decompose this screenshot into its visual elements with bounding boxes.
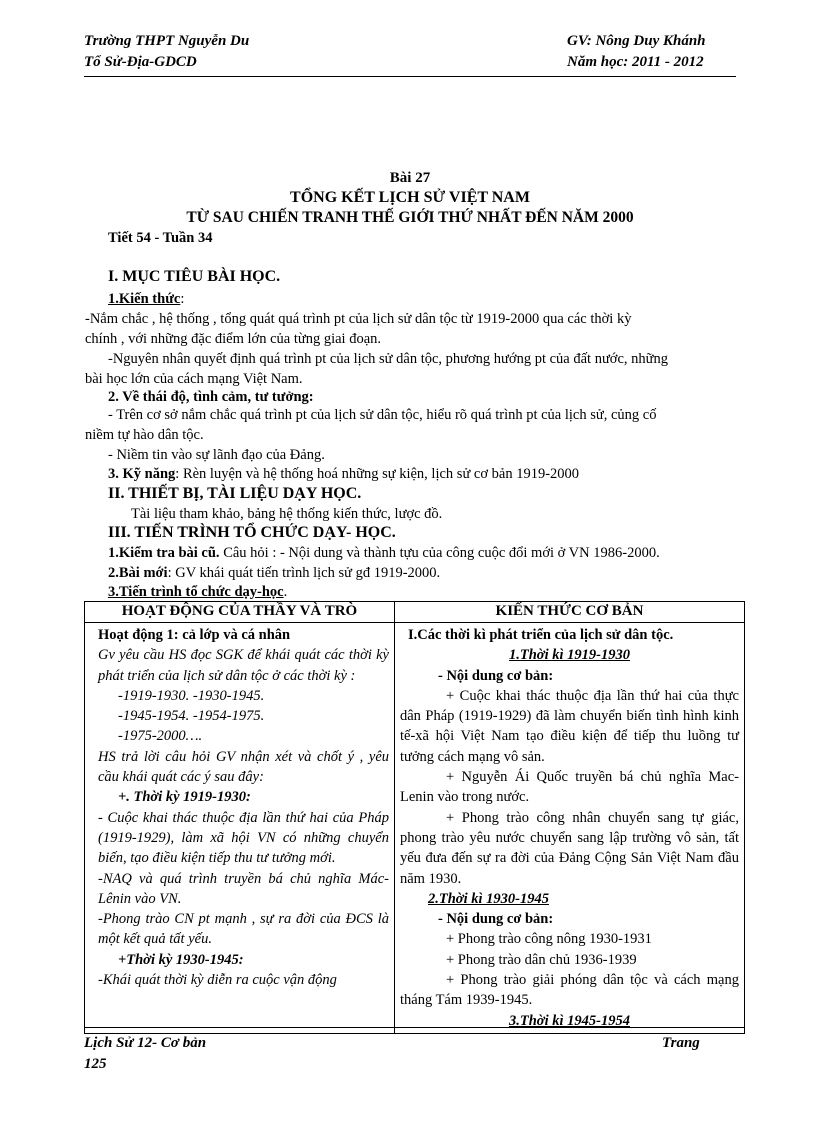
attitude-item-1a: - Trên cơ sở nắm chắc quá trình pt của lịch sử dân tộc, hiểu rõ quá trình pt của lịch sử, củng cố: [108, 407, 657, 423]
activity-heading: Hoạt động 1: cả lớp và cá nhân: [98, 627, 291, 643]
equipment-heading: II. THIẾT BỊ, TÀI LIỆU DẠY HỌC.: [108, 485, 362, 502]
activity-paragraph: - Cuộc khai thác thuộc địa lần thứ hai của Pháp (1919-1929), làm xã hội VN có những chuyển biến, tạo điều kiện tiếp thu tư tưởng mới.: [98, 809, 389, 867]
activity-paragraph: -Khái quát thời kỳ diễn ra cuộc vận động: [98, 972, 337, 989]
process-heading: III. TIẾN TRÌNH TỔ CHỨC DẠY- HỌC.: [108, 524, 396, 541]
activity-list-item: -1919-1930. -1930-1945.: [118, 687, 265, 704]
footer-subject: Lịch Sử 12- Cơ bản: [84, 1035, 207, 1051]
old-lesson-check: 1.Kiểm tra bài cũ. Câu hỏi : - Nội dung và thành tựu của công cuộc đổi mới ở VN 1986-2000.: [108, 545, 660, 561]
activity-paragraph: -NAQ và quá trình truyền bá chủ nghĩa Mác-Lênin vào VN.: [98, 870, 389, 907]
school-name: Trường THPT Nguyễn Du: [84, 33, 250, 49]
activity-paragraph: -Phong trào CN pt mạnh , sự ra đời của ĐCS là một kết quả tất yếu.: [98, 911, 389, 948]
knowledge-point: + Phong trào công nhân chuyển sang tự giác, phong trào yêu nước chuyển sang lập trường vô sản, tất yếu đưa đến sự ra đời của Đảng Cộng Sản Việt Nam đầu năm 1930.: [400, 809, 739, 887]
teaching-process-line: 3.Tiến trình tổ chức dạy-học.: [108, 584, 288, 600]
period-heading: 1.Thời kì 1919-1930: [509, 647, 630, 664]
footer-page-number: 125: [84, 1056, 107, 1072]
content-label: - Nội dung cơ bản:: [438, 667, 554, 684]
content-label: - Nội dung cơ bản:: [438, 911, 554, 928]
lesson-table: [84, 601, 745, 1034]
activity-period-heading: +Thời kỳ 1930-1945:: [118, 951, 244, 968]
activities-cell: [85, 623, 395, 1034]
knowledge-point: + Phong trào công nông 1930-1931: [446, 931, 652, 948]
lesson-title-line1: TỔNG KẾT LỊCH SỬ VIỆT NAM: [290, 189, 530, 206]
period-heading: 2.Thời kì 1930-1945: [428, 890, 549, 907]
knowledge-point: + Phong trào giải phóng dân tộc và cách mạng tháng Tám 1939-1945.: [400, 972, 739, 1009]
table-row: [85, 623, 745, 1034]
knowledge-point: + Phong trào dân chủ 1936-1939: [446, 951, 637, 968]
knowledge-heading: 1.Kiến thức: [108, 291, 181, 307]
teacher-name: GV: Nông Duy Khánh: [567, 33, 706, 49]
objectives-heading: I. MỤC TIÊU BÀI HỌC.: [108, 268, 281, 285]
column-header-activities: HOẠT ĐỘNG CỦA THẦY VÀ TRÒ: [85, 602, 395, 623]
knowledge-cell: [395, 623, 745, 1034]
knowledge-heading-line: 1.Kiến thức:: [108, 291, 185, 307]
knowledge-section-heading: I.Các thời kì phát triển của lịch sử dân tộc.: [408, 627, 674, 643]
activity-paragraph: HS trả lời câu hỏi GV nhận xét và chốt ý , yêu cầu khái quát các ý sau đây:: [98, 748, 389, 786]
period-week: Tiết 54 - Tuần 34: [108, 230, 213, 246]
knowledge-item-1a: -Nắm chắc , hệ thống , tổng quát quá trình pt của lịch sử dân tộc từ 1919-2000 qua các thời kỳ: [85, 311, 632, 327]
footer-divider: [84, 1027, 744, 1028]
attitude-item-1b: niềm tự hào dân tộc.: [85, 427, 204, 443]
footer-page-label: Trang: [662, 1035, 700, 1051]
lesson-number: Bài 27: [389, 170, 431, 186]
table-header-row: [85, 602, 745, 623]
column-header-knowledge: KIẾN THỨC CƠ BẢN: [395, 602, 745, 623]
skills-line: 3. Kỹ năng: Rèn luyện và hệ thống hoá những sự kiện, lịch sử cơ bản 1919-2000: [108, 466, 580, 482]
activity-paragraph: Gv yêu cầu HS đọc SGK để khái quát các thời kỳ phát triển của lịch sử dân tộc ở các thời kỳ :: [98, 647, 389, 684]
knowledge-point: + Nguyễn Ái Quốc truyền bá chủ nghĩa Mac-Lenin vào trong nước.: [400, 769, 739, 806]
knowledge-point: + Cuộc khai thác thuộc địa lần thứ hai của thực dân Pháp (1919-1929) đã làm chuyển biến tình hình kinh tế-xã hội Việt Nam tạo điều kiện để tiếp thu luồng tư tưởng cách mạng vô sản.: [400, 687, 739, 765]
lesson-title-line2: TỪ SAU CHIẾN TRANH THẾ GIỚI THỨ NHẤT ĐẾN NĂM 2000: [186, 209, 634, 226]
activity-period-heading: +. Thời kỳ 1919-1930:: [118, 789, 251, 806]
period-heading: 3.Thời kì 1945-1954: [509, 1012, 630, 1029]
attitude-item-2: - Niềm tin vào sự lãnh đạo của Đảng.: [108, 447, 325, 463]
knowledge-item-2b: bài học lớn của cách mạng Việt Nam.: [85, 371, 303, 387]
activity-list-item: -1975-2000….: [118, 728, 203, 745]
department-name: Tổ Sử-Địa-GDCD: [84, 54, 197, 70]
school-year: Năm học: 2011 - 2012: [567, 54, 704, 70]
equipment-text: Tài liệu tham khảo, bảng hệ thống kiến thức, lược đồ.: [131, 506, 443, 522]
skills-heading: 3. Kỹ năng: [108, 466, 176, 482]
knowledge-item-2a: -Nguyên nhân quyết định quá trình pt của lịch sử dân tộc, phương hướng pt của đất nước, những: [108, 351, 669, 367]
knowledge-item-1b: chính , với những đặc điểm lớn của từng giai đoạn.: [85, 331, 382, 347]
attitude-heading: 2. Về thái độ, tình cảm, tư tưởng:: [108, 389, 314, 405]
new-lesson: 2.Bài mới: GV khái quát tiến trình lịch sử gđ 1919-2000.: [108, 565, 441, 581]
activity-list-item: -1945-1954. -1954-1975.: [118, 708, 265, 725]
header-divider: [84, 76, 736, 77]
